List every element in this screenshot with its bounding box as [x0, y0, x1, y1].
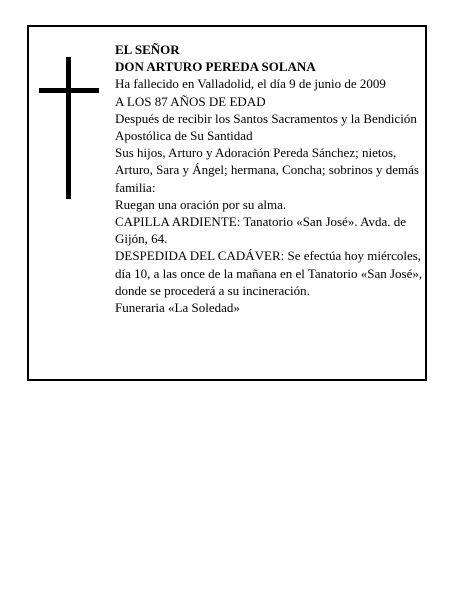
family-line: Sus hijos, Arturo y Adoración Pereda Sánchez; nietos, Arturo, Sara y Ángel; hermana, Concha; sobrinos y demás familia: [115, 145, 419, 195]
cross-vertical-bar [66, 57, 71, 199]
farewell-line: DESPEDIDA DEL CADÁVER: Se efectúa hoy miércoles, día 10, a las once de la mañana en el Tanatorio «San José», donde se procederá a su incineración. [115, 248, 423, 298]
funeral-home-line: Funeraria «La Soledad» [115, 300, 240, 316]
obituary-notice [27, 25, 427, 381]
sacraments-line: Después de recibir los Santos Sacramentos y la Bendición Apostólica de Su Santidad [115, 110, 417, 144]
deceased-name: DON ARTURO PEREDA SOLANA [115, 59, 316, 75]
chapel-line: CAPILLA ARDIENTE: Tanatorio «San José». Avda. de Gijón, 64. [115, 214, 407, 247]
notice-title: EL SEÑOR [115, 42, 180, 57]
death-announcement: Ha fallecido en Valladolid, el día 9 de junio de 2009 [115, 76, 386, 92]
age-line: A LOS 87 AÑOS DE EDAD [115, 93, 266, 109]
notice-text [115, 41, 427, 316]
prayer-line: Ruegan una oración por su alma. [115, 196, 287, 212]
cross-horizontal-bar [39, 88, 99, 93]
cross-icon [39, 57, 101, 199]
